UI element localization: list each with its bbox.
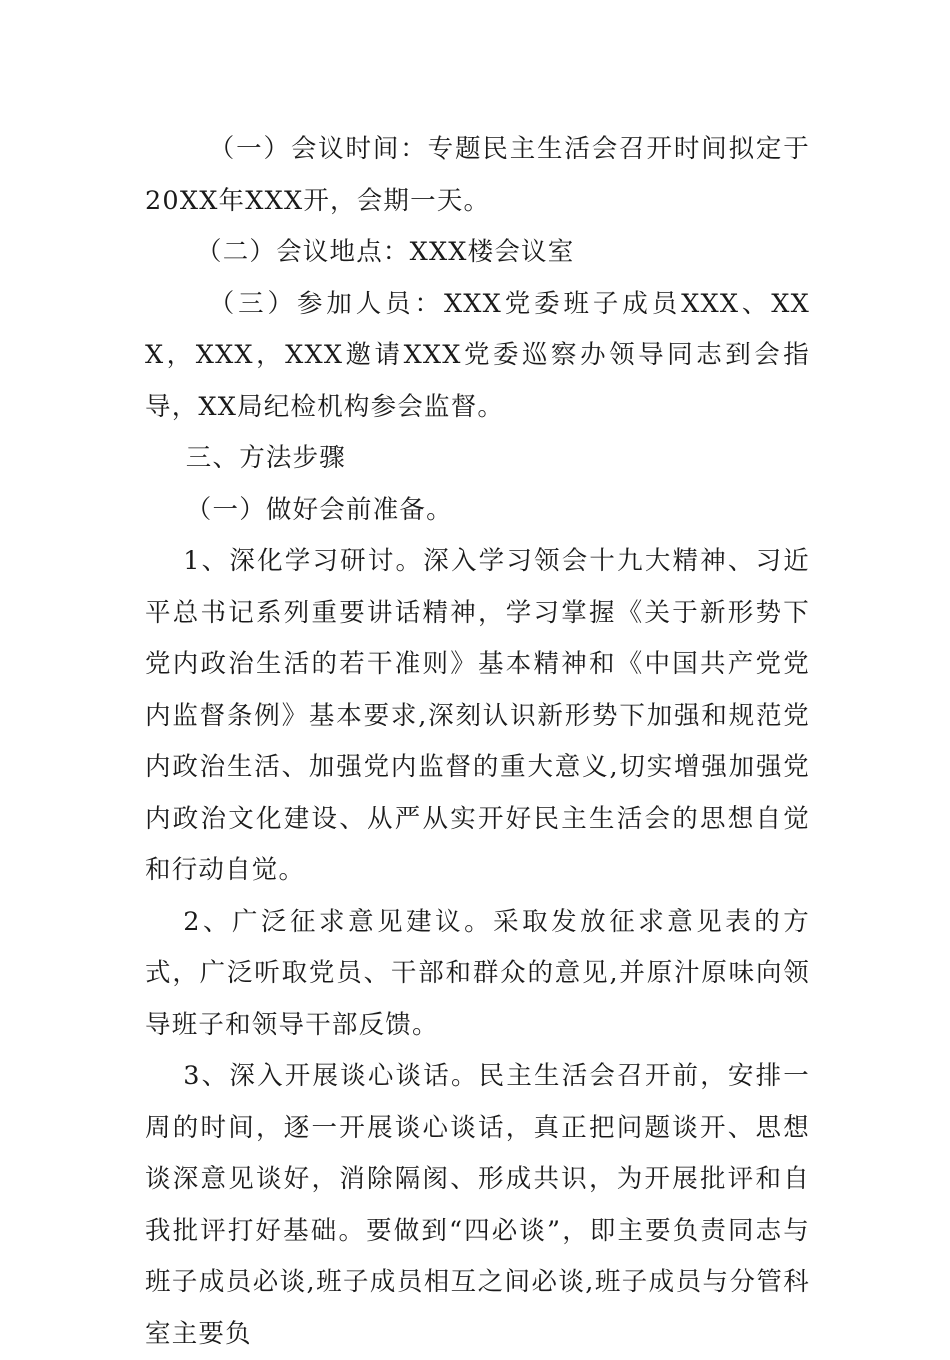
paragraph-meeting-location: （二）会议地点：XXX楼会议室 xyxy=(196,237,575,267)
paragraph-opinions: 2、广泛征求意见建议。采取发放征求意见表的方式，广泛听取党员、干部和群众的意见,并原汁原味向领导班子和领导干部反馈。 xyxy=(145,906,810,1040)
paragraph-talks: 3、深入开展谈心谈话。民主生活会召开前，安排一周的时间，逐一开展谈心谈话，真正把问题谈开、思想谈深意见谈好，消除隔阂、形成共识，为开展批评和自我批评打好基础。要做到“四必谈”，即主要负责同志与班子成员必谈,班子成员相互之间必谈,班子成员与分管科室主要负 xyxy=(145,1061,810,1349)
subsection-heading-preparation: （一）做好会前准备。 xyxy=(185,494,453,525)
document-body xyxy=(145,124,810,1360)
section-heading-methods: 三、方法步骤 xyxy=(185,443,346,473)
paragraph-study: 1、深化学习研讨。深入学习领会十九大精神、习近平总书记系列重要讲话精神，学习掌握《关于新形势下党内政治生活的若干准则》基本精神和《中国共产党党内监督条例》基本要求,深刻认识新形势下加强和规范党内政治生活、加强党内监督的重大意义,切实增强加强党内政治文化建设、从严从实开好民主生活会的思想自觉和行动自觉。 xyxy=(145,546,810,885)
paragraph-meeting-time: （一）会议时间：专题民主生活会召开时间拟定于20XX年XXX开，会期一天。 xyxy=(145,134,810,216)
paragraph-participants: （三）参加人员：XXX党委班子成员XXX、XXX，XXX，XXX邀请XXX党委巡察办领导同志到会指导，XX局纪检机构参会监督。 xyxy=(145,288,810,422)
